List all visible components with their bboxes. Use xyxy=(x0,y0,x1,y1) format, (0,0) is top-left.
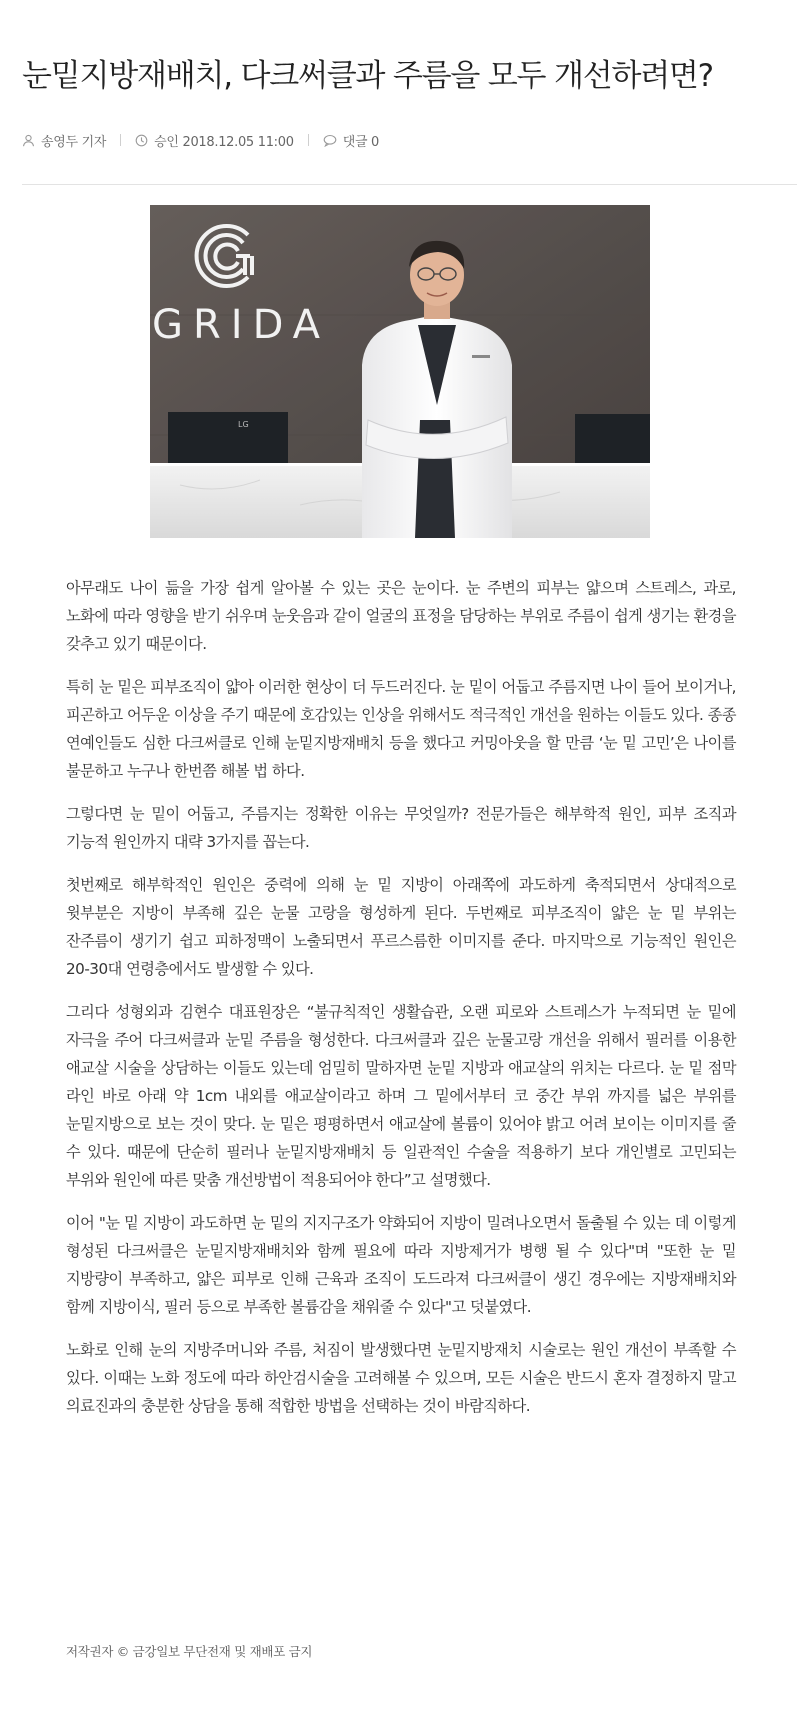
header-divider xyxy=(22,184,797,185)
grida-logo-text: GRIDA xyxy=(152,302,331,348)
meta-divider xyxy=(308,134,309,146)
article-paragraph: 아무래도 나이 듦을 가장 쉽게 알아볼 수 있는 곳은 눈이다. 눈 주변의 피부는 얇으며 스트레스, 과로, 노화에 따라 영향을 받기 쉬우며 눈웃음과 같이 얼굴의 표정을 담당하는 부위로 주름이 쉽게 생기는 환경을 갖추고 있기 때문이다. xyxy=(66,579,736,653)
author-name[interactable]: 송영두 기자 xyxy=(41,134,107,150)
user-icon xyxy=(22,134,35,147)
approved-date: 승인 2018.12.05 11:00 xyxy=(154,134,294,150)
article-meta xyxy=(22,130,379,150)
article-paragraph: 특히 눈 밑은 피부조직이 얇아 이러한 현상이 더 두드러진다. 눈 밑이 어둡고 주름지면 나이 들어 보이거나, 피곤하고 어두운 이상을 주기 때문에 호감있는 인상을 위해서도 적극적인 개선을 원하는 이들도 있다. 종종 연예인들도 심한 다크써클로 인해 눈밑지방재배치 등을 했다고 커밍아웃을 할 만큼 ‘눈 밑 고민’은 나이를 불문하고 누구나 한번쯤 해볼 법 하다. xyxy=(66,678,736,780)
meta-divider xyxy=(120,134,121,146)
clock-icon xyxy=(135,134,148,147)
article-paragraph: 노화로 인해 눈의 지방주머니와 주름, 처짐이 발생했다면 눈밑지방재치 시술로는 원인 개선이 부족할 수 있다. 이때는 노화 정도에 따라 하안검시술을 고려해볼 수 있으며, 모든 시술은 반드시 혼자 결정하지 말고 의료진과의 충분한 상담을 통해 적합한 방법을 선택하는 것이 바람직하다. xyxy=(66,1341,736,1415)
monitor-right xyxy=(575,414,650,464)
copyright-notice: 저작권자 © 금강일보 무단전재 및 재배포 금지 xyxy=(66,1644,313,1659)
article-paragraph: 그렇다면 눈 밑이 어둡고, 주름지는 정확한 이유는 무엇일까? 전문가들은 해부학적 원인, 피부 조직과 기능적 원인까지 대략 3가지를 꼽는다. xyxy=(66,805,736,851)
article-photo xyxy=(150,205,650,538)
article-title: 눈밑지방재배치, 다크써클과 주름을 모두 개선하려면? xyxy=(22,58,713,94)
comment-count[interactable]: 댓글 0 xyxy=(342,134,380,150)
author-info xyxy=(22,131,106,150)
article-paragraph: 이어 "눈 밑 지방이 과도하면 눈 밑의 지지구조가 약화되어 지방이 밀려나오면서 돌출될 수 있는 데 이렇게 형성된 다크써클은 눈밑지방재배치와 함께 필요에 따라 지방제거가 병행 될 수 있다"며 "또한 눈 밑 지방량이 부족하고, 얇은 피부로 인해 근육과 조직이 도드라져 다크써클이 생긴 경우에는 지방재배치와 함께 지방이식, 필러 등으로 부족한 볼륨감을 채워줄 수 있다"고 덧붙였다. xyxy=(66,1214,736,1316)
comment-icon xyxy=(323,134,337,147)
comments-info[interactable] xyxy=(323,131,379,150)
article-paragraph: 첫번째로 해부학적인 원인은 중력에 의해 눈 밑 지방이 아래쪽에 과도하게 축적되면서 상대적으로 윗부분은 지방이 부족해 깊은 눈물 고랑을 형성하게 된다. 두번째로 피부조직이 얇은 눈 밑 부위는 잔주름이 생기기 쉽고 피하정맥이 노출되면서 푸르스름한 이미지를 준다. 마지막으로 기능적인 원인은 20-30대 연령층에서도 발생할 수 있다. xyxy=(66,876,736,978)
article-body xyxy=(66,574,736,1435)
monitor-brand: LG xyxy=(238,420,249,429)
article-paragraph: 그리다 성형외과 김현수 대표원장은 “불규칙적인 생활습관, 오랜 피로와 스트레스가 누적되면 눈 밑에 자극을 주어 다크써클과 눈밑 주름을 형성한다. 다크써클과 깊은 눈물고랑 개선을 위해서 필러를 이용한 애교살 시술을 상담하는 이들도 있는데 엄밀히 말하자면 눈밑 지방과 애교살의 위치는 다르다. 눈 밑 점막 라인 바로 아래 약 1cm 내외를 애교살이라고 하며 그 밑에서부터 코 중간 부위 까지를 넓은 부위를 눈밑지방으로 보는 것이 맞다. 눈 밑은 평평하면서 애교살에 볼륨이 있어야 밝고 어려 보이는 이미지를 줄 수 있다. 때문에 단순히 필러나 눈밑지방재배치 등 일관적인 수술을 적용하기 보다 개인별로 고민되는 부위와 원인에 따른 맞춤 개선방법이 적용되어야 한다”고 설명했다. xyxy=(66,1003,736,1189)
approved-info xyxy=(135,131,294,150)
monitor-left xyxy=(168,412,288,467)
